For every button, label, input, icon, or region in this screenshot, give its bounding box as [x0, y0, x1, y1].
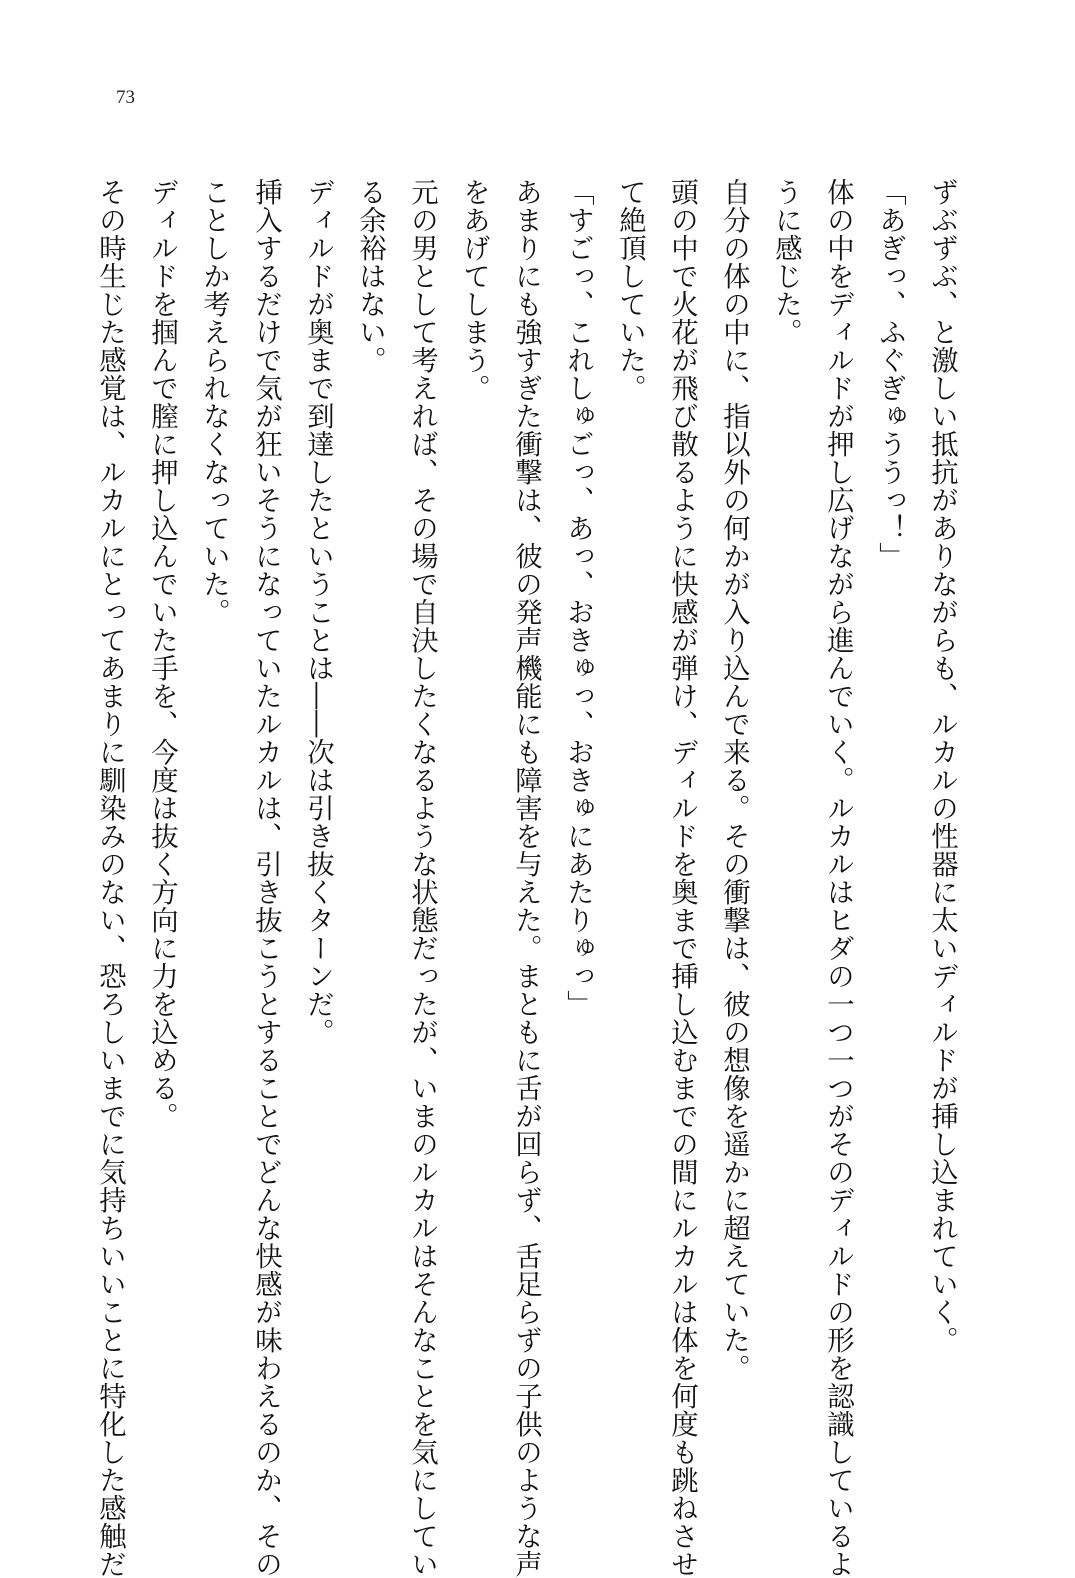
- text-line: ディルドを掴んで膣に押し込んでいた手を、今度は抜く方向に力を込める。: [146, 178, 177, 1130]
- text-line: 挿入するだけで気が狂いそうになっていたルカルは、引き抜こうとすることでどんな快感が味わえるのか、その: [250, 178, 281, 1578]
- text-line: 「すごっ、これしゅごっ、あっ、おきゅっ、おきゅにあたりゅっ」: [562, 178, 593, 1018]
- text-line: あまりにも強すぎた衝撃は、彼の発声機能にも障害を与えた。まともに舌が回らず、舌足らずの子供のような声: [510, 178, 541, 1578]
- text-line: 頭の中で火花が飛び散るように快感が弾け、ディルドを奥まで挿し込むまでの間にルカルは体を何度も跳ねさせ: [666, 178, 697, 1578]
- text-line: る余裕はない。: [354, 178, 385, 374]
- text-line: 自分の体の中に、指以外の何かが入り込んで来る。その衝撃は、彼の想像を遥かに超えていた。: [718, 178, 749, 1382]
- text-line: ことしか考えられなくなっていた。: [198, 178, 229, 626]
- page-number: 73: [116, 87, 135, 108]
- body-text: [83, 178, 967, 1578]
- text-line: をあげてしまう。: [458, 178, 489, 402]
- text-line: ディルドが奥まで到達したということは――次は引き抜くターンだ。: [302, 178, 333, 1046]
- text-line: ずぶずぶ、と激しい抵抗がありながらも、ルカルの性器に太いディルドが挿し込まれていく。: [926, 178, 957, 1354]
- text-line: 元の男として考えれば、その場で自決したくなるような状態だったが、いまのルカルはそんなことを気にしてい: [406, 178, 437, 1578]
- text-line: て絶頂していた。: [614, 178, 645, 402]
- text-line: うに感じた。: [770, 178, 801, 346]
- text-line: 「あぎっ、ふぐぎゅううっ！」: [874, 178, 905, 570]
- text-line: 体の中をディルドが押し広げながら進んでいく。ルカルはヒダの一つ一つがそのディルドの形を認識しているよ: [822, 178, 853, 1578]
- text-line: その時生じた感覚は、ルカルにとってあまりに馴染みのない、恐ろしいまでに気持ちいいことに特化した感触だ: [94, 178, 125, 1578]
